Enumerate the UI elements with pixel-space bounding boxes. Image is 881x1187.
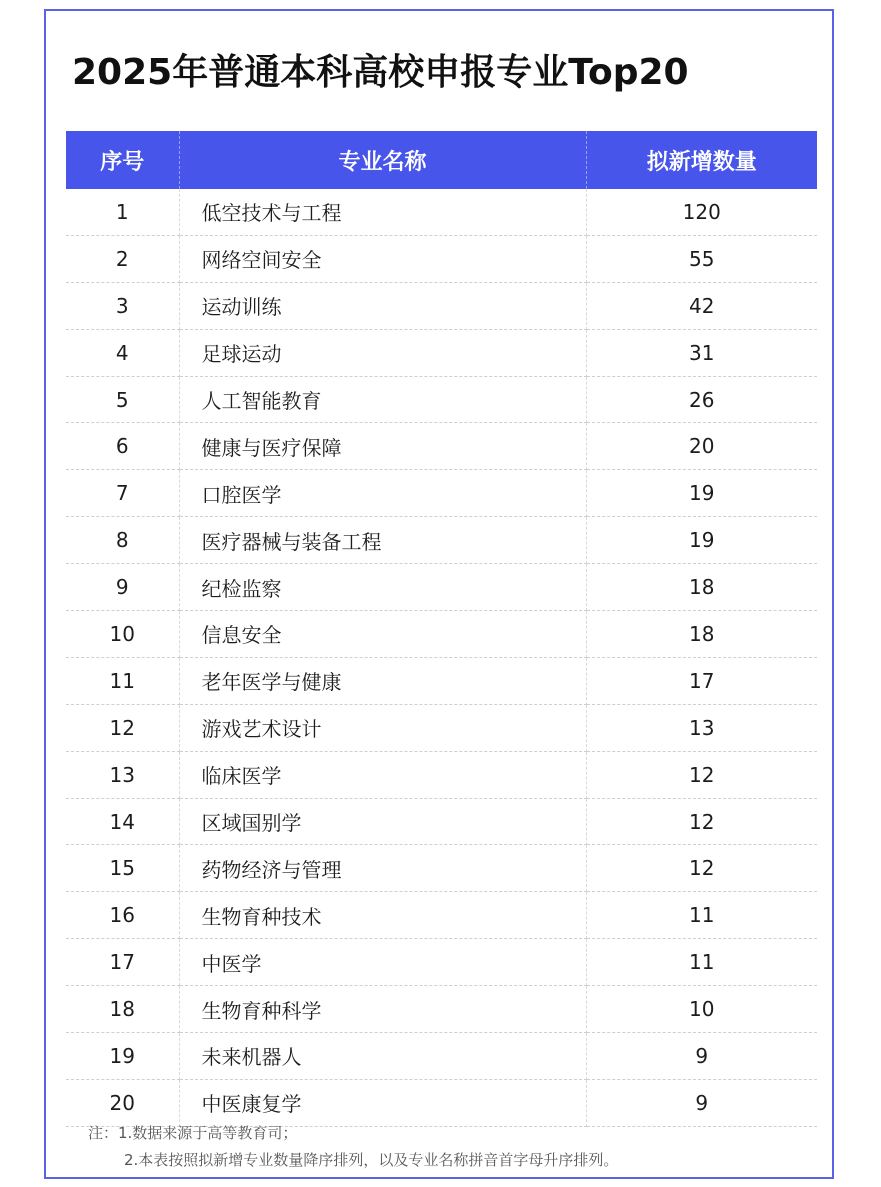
major-name-cell: 网络空间安全 [179, 235, 586, 282]
major-name-cell: 低空技术与工程 [179, 189, 586, 235]
table-row [66, 657, 817, 704]
count-cell: 12 [586, 798, 817, 845]
major-name-cell: 临床医学 [179, 751, 586, 798]
rank-cell: 15 [66, 845, 179, 892]
rank-cell: 7 [66, 470, 179, 517]
table-row [66, 751, 817, 798]
table-row [66, 798, 817, 845]
table-row [66, 189, 817, 235]
table-row [66, 235, 817, 282]
count-cell: 18 [586, 564, 817, 611]
major-name-cell: 中医康复学 [179, 1079, 586, 1126]
rank-cell: 5 [66, 376, 179, 423]
major-name-cell: 健康与医疗保障 [179, 423, 586, 470]
count-cell: 11 [586, 892, 817, 939]
major-name-cell: 未来机器人 [179, 1033, 586, 1080]
table-row [66, 423, 817, 470]
major-name-cell: 运动训练 [179, 282, 586, 329]
rank-cell: 16 [66, 892, 179, 939]
rank-cell: 3 [66, 282, 179, 329]
major-name-cell: 生物育种科学 [179, 986, 586, 1033]
table-row [66, 892, 817, 939]
table-row [66, 611, 817, 658]
table-row [66, 1033, 817, 1080]
table-body [66, 189, 817, 1126]
table-row [66, 704, 817, 751]
major-name-cell: 足球运动 [179, 329, 586, 376]
table-row [66, 517, 817, 564]
count-cell: 55 [586, 235, 817, 282]
table-row [66, 376, 817, 423]
count-cell: 18 [586, 611, 817, 658]
major-name-cell: 口腔医学 [179, 470, 586, 517]
table-row [66, 470, 817, 517]
rank-cell: 14 [66, 798, 179, 845]
table-row [66, 986, 817, 1033]
header-rank: 序号 [66, 131, 179, 189]
rank-cell: 4 [66, 329, 179, 376]
major-name-cell: 药物经济与管理 [179, 845, 586, 892]
rank-cell: 18 [66, 986, 179, 1033]
table-row [66, 845, 817, 892]
rank-cell: 2 [66, 235, 179, 282]
table-row [66, 282, 817, 329]
count-cell: 19 [586, 470, 817, 517]
count-cell: 19 [586, 517, 817, 564]
rank-cell: 10 [66, 611, 179, 658]
major-name-cell: 游戏艺术设计 [179, 704, 586, 751]
header-new-count: 拟新增数量 [586, 131, 817, 189]
rank-cell: 9 [66, 564, 179, 611]
count-cell: 42 [586, 282, 817, 329]
count-cell: 11 [586, 939, 817, 986]
table-header [66, 131, 817, 189]
majors-table [66, 131, 817, 1127]
rank-cell: 19 [66, 1033, 179, 1080]
table-row [66, 329, 817, 376]
table-row [66, 564, 817, 611]
table-row [66, 939, 817, 986]
footnotes [88, 1120, 618, 1174]
count-cell: 12 [586, 751, 817, 798]
count-cell: 17 [586, 657, 817, 704]
major-name-cell: 人工智能教育 [179, 376, 586, 423]
rank-cell: 17 [66, 939, 179, 986]
rank-cell: 11 [66, 657, 179, 704]
footnote-1: 注：1.数据来源于高等教育司； [88, 1124, 298, 1142]
rank-cell: 13 [66, 751, 179, 798]
count-cell: 20 [586, 423, 817, 470]
major-name-cell: 信息安全 [179, 611, 586, 658]
rank-cell: 20 [66, 1079, 179, 1126]
rank-cell: 6 [66, 423, 179, 470]
major-name-cell: 纪检监察 [179, 564, 586, 611]
count-cell: 12 [586, 845, 817, 892]
count-cell: 9 [586, 1079, 817, 1126]
count-cell: 31 [586, 329, 817, 376]
rank-cell: 1 [66, 189, 179, 235]
major-name-cell: 中医学 [179, 939, 586, 986]
count-cell: 10 [586, 986, 817, 1033]
major-name-cell: 医疗器械与装备工程 [179, 517, 586, 564]
count-cell: 13 [586, 704, 817, 751]
count-cell: 120 [586, 189, 817, 235]
major-name-cell: 区域国别学 [179, 798, 586, 845]
major-name-cell: 生物育种技术 [179, 892, 586, 939]
count-cell: 26 [586, 376, 817, 423]
footnote-2: 2.本表按照拟新增专业数量降序排列，以及专业名称拼音首字母升序排列。 [124, 1151, 619, 1169]
rank-cell: 12 [66, 704, 179, 751]
count-cell: 9 [586, 1033, 817, 1080]
rank-cell: 8 [66, 517, 179, 564]
page-title: 2025年普通本科高校申报专业Top20 [72, 52, 689, 93]
major-name-cell: 老年医学与健康 [179, 657, 586, 704]
header-major-name: 专业名称 [179, 131, 586, 189]
